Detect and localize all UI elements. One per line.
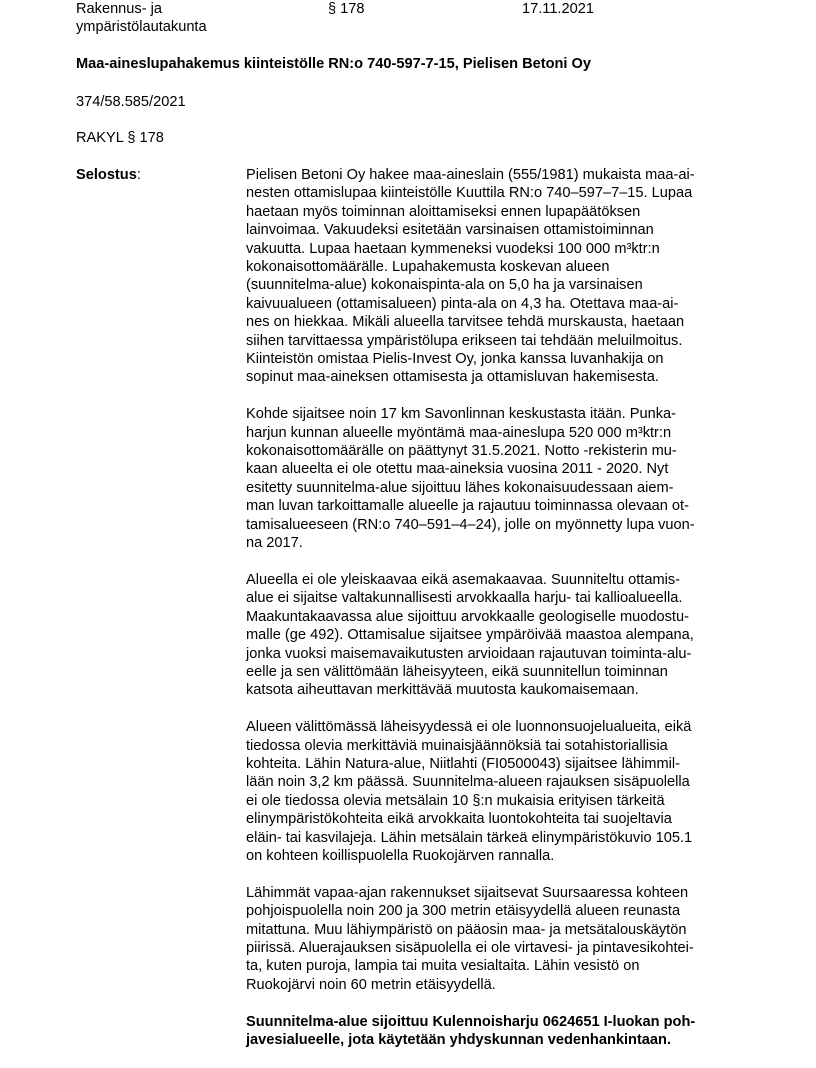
paragraph bbox=[246, 166, 746, 387]
paragraph-line: kokonaisottomäärälle. Lupahakemusta koskevan alueen bbox=[246, 259, 610, 276]
paragraph-line: man luvan tarkoittamalle alueelle ja rajautuu toiminnassa olevaan ot- bbox=[246, 498, 689, 515]
paragraph-line: ei ole tiedossa olevia metsälain 10 §:n mukaisia erityisen tärkeitä bbox=[246, 792, 665, 809]
committee-name bbox=[76, 0, 256, 37]
paragraph-line: nes on hiekkaa. Mikäli alueella tarvitsee tehdä murskausta, haetaan bbox=[246, 314, 685, 331]
paragraph-line: vakuutta. Lupaa haetaan kymmeneksi vuodeksi 100 000 m³ktr:n bbox=[246, 240, 660, 257]
paragraph-line: Lähimmät vapaa-ajan rakennukset sijaitsevat Suursaaressa kohteen bbox=[246, 884, 689, 901]
paragraph-line: eelle ja sen välittömään läheisyyteen, eikä suunnitellun toiminnan bbox=[246, 663, 668, 680]
statement-body bbox=[246, 166, 746, 1068]
paragraph-line: Suunnitelma-alue sijoittuu Kulennoisharju 0624651 I-luokan poh- bbox=[246, 1013, 696, 1030]
section-label-text: Selostus bbox=[76, 167, 137, 183]
paragraph-line: piirissä. Aluerajauksen sisäpuolella ei ole virtavesi- ja pintavesikohtei- bbox=[246, 940, 694, 956]
paragraph-line: kaivuualueen (ottamisalueen) pinta-ala on 4,3 ha. Otettava maa-ai- bbox=[246, 295, 679, 312]
paragraph bbox=[246, 884, 746, 994]
section-label-colon: : bbox=[136, 167, 141, 183]
paragraph-line: katsota aiheuttavan merkittävää muutosta kaukomaisemaan. bbox=[246, 682, 639, 699]
paragraph-line: sopinut maa-aineksen ottamisesta ja ottamisluvan hakemisesta. bbox=[246, 369, 659, 386]
paragraph bbox=[246, 1013, 746, 1050]
document-title: Maa-aineslupahakemus kiinteistölle RN:o 740-597-7-15, Pielisen Betoni Oy bbox=[76, 56, 592, 72]
paragraph-line: alue ei sijaitse valtakunnallisesti arvokkaalla harju- tai kallioalueella. bbox=[246, 590, 683, 607]
paragraph-line: on kohteen koillispuolella Ruokojärven rannalla. bbox=[246, 847, 555, 864]
paragraph-line: eläin- tai kasvilajeja. Lähin metsälain tärkeä elinympäristökuvio 105.1 bbox=[246, 829, 693, 846]
paragraph-line: Alueen välittömässä läheisyydessä ei ole luonnonsuojelualueita, eikä bbox=[246, 719, 692, 736]
section-label bbox=[76, 166, 141, 184]
paragraph-line: esitetty suunnitelma-alue sijoittuu lähes kokonaisuudessaan aiem- bbox=[246, 479, 674, 496]
paragraph-line: pohjoispuolella noin 200 ja 300 metrin etäisyydellä alueen reunasta bbox=[246, 903, 681, 920]
paragraph-line: jonka vuoksi maisemavaikutusten arvioidaan rajautuvan toiminta-alu- bbox=[246, 645, 692, 662]
rakyl-section: RAKYL § 178 bbox=[76, 130, 164, 146]
paragraph-line: Alueella ei ole yleiskaavaa eikä asemakaavaa. Suunniteltu ottamis- bbox=[246, 571, 681, 588]
committee-name-line2: ympäristölautakunta bbox=[76, 19, 207, 36]
section-number: § 178 bbox=[328, 1, 365, 17]
paragraph-line: Maakuntakaavassa alue sijoittuu arvokkaalle geologiselle muodostu- bbox=[246, 608, 689, 625]
paragraph bbox=[246, 718, 746, 865]
paragraph-line: mitattuna. Muu lähiympäristö on pääosin maa- ja metsätalouskäytön bbox=[246, 921, 687, 938]
paragraph-line: nesten ottamislupaa kiinteistölle Kuuttila RN:o 740–597–7–15. Lupaa bbox=[246, 185, 693, 202]
paragraph-line: (suunnitelma-alue) kokonaispinta-ala on 5,0 ha ja varsinaisen bbox=[246, 277, 643, 294]
paragraph-line: ta, kuten puroja, lampia tai muita vesialtaita. Lähin vesistö on bbox=[246, 958, 640, 975]
paragraph-line: siihen tarvittaessa ympäristölupa erikseen tai tehdään meluilmoitus. bbox=[246, 332, 683, 349]
paragraph-line: na 2017. bbox=[246, 535, 303, 552]
paragraph-line: Pielisen Betoni Oy hakee maa-aineslain (555/1981) mukaista maa-ai- bbox=[246, 167, 695, 183]
paragraph-line: haetaan myös toiminnan aloittamiseksi ennen lupapäätöksen bbox=[246, 203, 641, 220]
paragraph bbox=[246, 405, 746, 552]
paragraph-line: harjun kunnan alueelle myöntämä maa-aineslupa 520 000 m³ktr:n bbox=[246, 424, 672, 441]
paragraph-line: javesialueelle, jota käytetään yhdyskunnan vedenhankintaan. bbox=[246, 1032, 672, 1049]
paragraph-line: lään noin 3,2 km päässä. Suunnitelma-alueen rajauksen sisäpuolella bbox=[246, 774, 690, 791]
paragraph-line: Ruokojärvi noin 60 metrin etäisyydellä. bbox=[246, 976, 496, 993]
reference-number: 374/58.585/2021 bbox=[76, 94, 186, 110]
paragraph-line: malle (ge 492). Ottamisalue sijaitsee ympäröivää maastoa alempana, bbox=[246, 627, 694, 644]
paragraph-line: elinympäristökohteita eikä arvokkaita luontokohteita tai suojeltavia bbox=[246, 811, 672, 828]
meeting-date: 17.11.2021 bbox=[522, 1, 594, 17]
paragraph-line: kaan alueelta ei ole otettu maa-aineksia vuosina 2011 - 2020. Nyt bbox=[246, 461, 669, 478]
paragraph-line: tamisalueeseen (RN:o 740–591–4–24), jolle on myönnetty lupa vuon- bbox=[246, 516, 695, 533]
paragraph bbox=[246, 571, 746, 700]
paragraph-line: lainvoimaa. Vakuudeksi esitetään varsinaisen ottamistoiminnan bbox=[246, 222, 654, 239]
paragraph-line: kohteita. Lähin Natura-alue, Niitlahti (FI0500043) sijaitsee lähimmil- bbox=[246, 755, 680, 772]
paragraph-line: Kohde sijaitsee noin 17 km Savonlinnan keskustasta itään. Punka- bbox=[246, 406, 676, 423]
paragraph-line: kokonaisottomäärälle on päättynyt 31.5.2021. Notto -rekisterin mu- bbox=[246, 443, 677, 460]
committee-name-line1: Rakennus- ja bbox=[76, 1, 162, 17]
paragraph-line: tiedossa olevia merkittäviä muinaisjäännöksiä tai sotahistoriallisia bbox=[246, 737, 668, 754]
paragraph-line: Kiinteistön omistaa Pielis-Invest Oy, jonka kanssa luvanhakija on bbox=[246, 351, 664, 368]
